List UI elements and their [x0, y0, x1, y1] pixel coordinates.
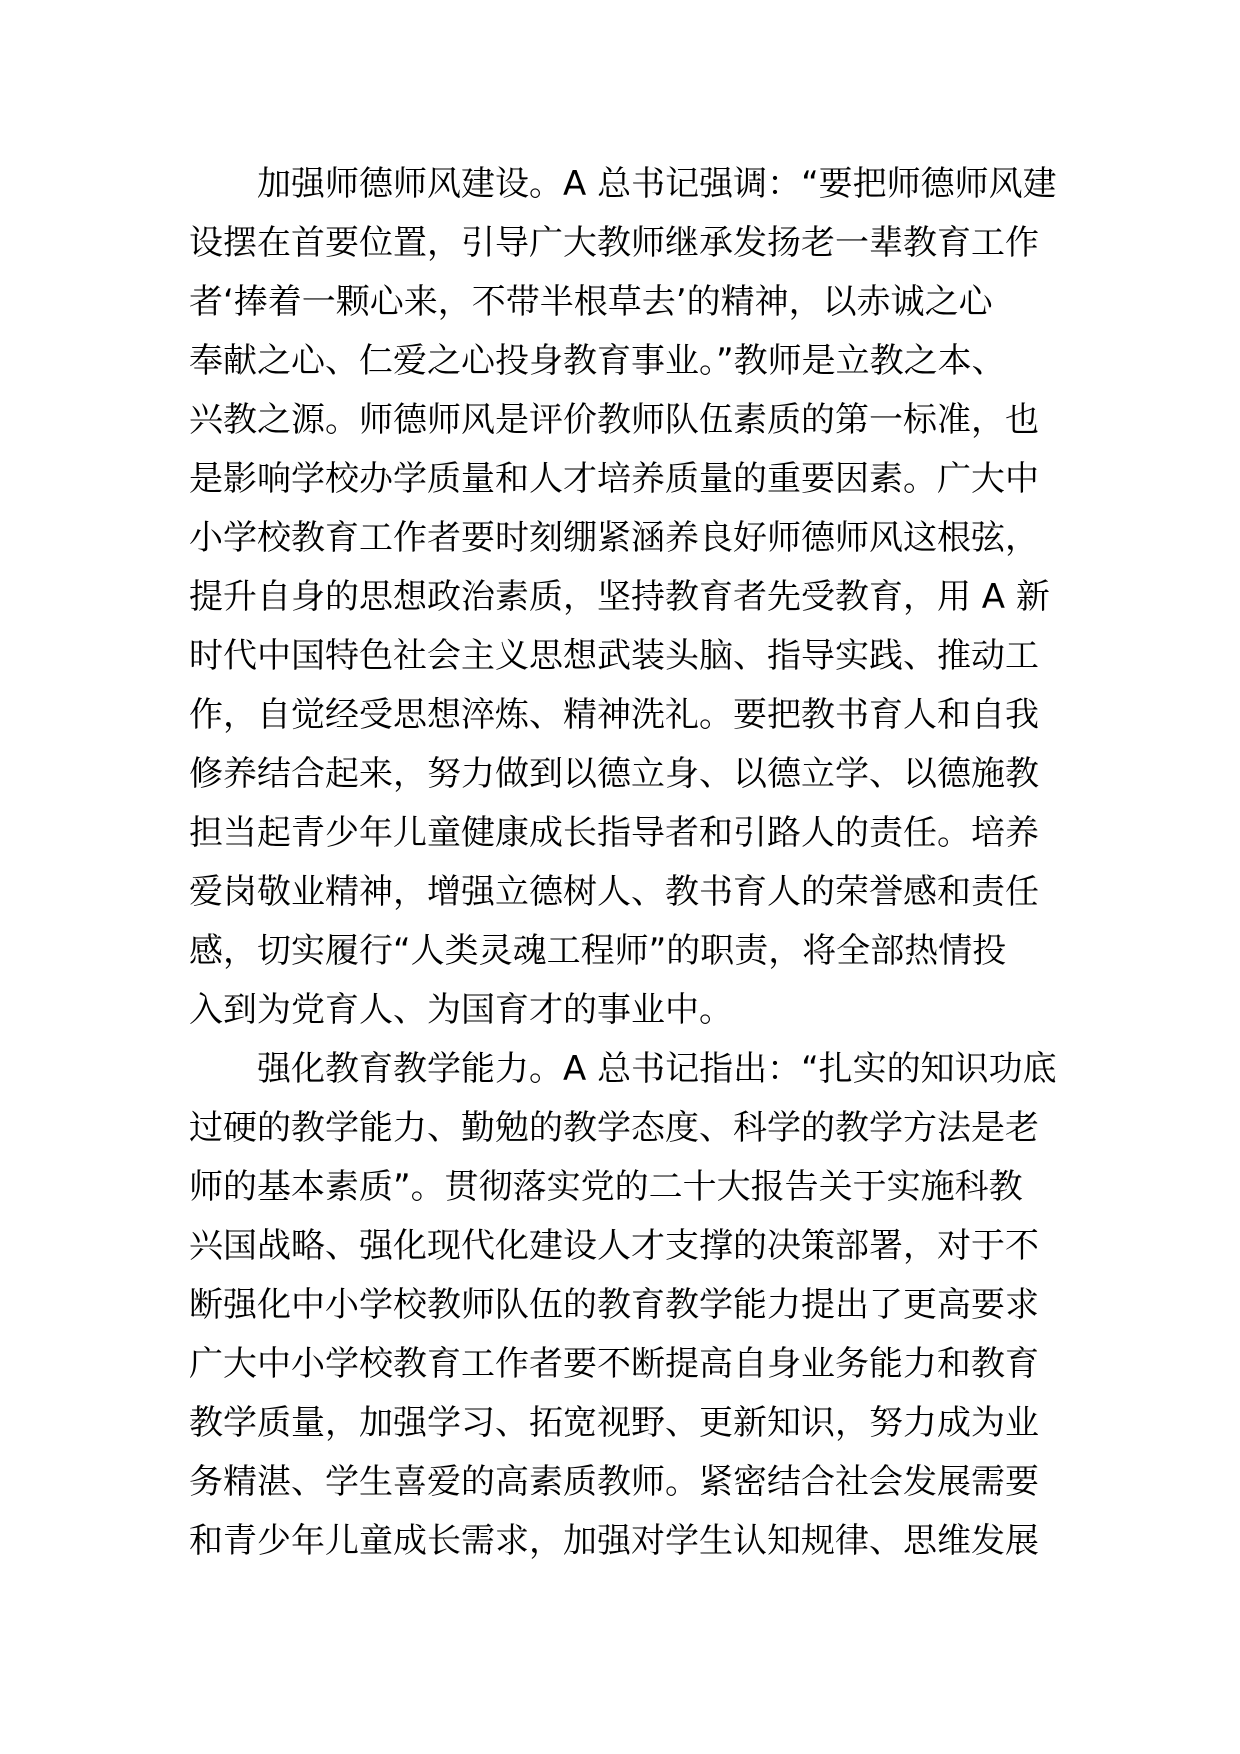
paragraph-1-line-1: 加强师德师风建设。A 总书记强调：“要把师德师风建 [257, 164, 1057, 204]
paragraph-1-line-11: 修养结合起来，努力做到以德立身、以德立学、以德施教 [189, 754, 1039, 794]
paragraph-1-line-2: 设摆在首要位置，引导广大教师继承发扬老一辈教育工作 [189, 223, 1039, 263]
paragraph-1-line-15: 入到为党育人、为国育才的事业中。 [189, 990, 733, 1030]
paragraph-2-line-6: 广大中小学校教育工作者要不断提高自身业务能力和教育 [189, 1344, 1039, 1384]
paragraph-2-line-3: 师的基本素质”。贯彻落实党的二十大报告关于实施科教 [189, 1167, 1023, 1207]
paragraph-1-line-9: 时代中国特色社会主义思想武装头脑、指导实践、推动工 [189, 636, 1039, 676]
paragraph-2-line-4: 兴国战略、强化现代化建设人才支撑的决策部署，对于不 [189, 1226, 1039, 1266]
paragraph-1-line-6: 是影响学校办学质量和人才培养质量的重要因素。广大中 [189, 459, 1039, 499]
paragraph-1-line-12: 担当起青少年儿童健康成长指导者和引路人的责任。培养 [189, 813, 1039, 853]
paragraph-1-line-14: 感，切实履行“人类灵魂工程师”的职责，将全部热情投 [189, 931, 1007, 971]
paragraph-2-line-5: 断强化中小学校教师队伍的教育教学能力提出了更高要求 [189, 1285, 1039, 1325]
paragraph-1-line-7: 小学校教育工作者要时刻绷紧涵养良好师德师风这根弦， [189, 518, 1039, 558]
paragraph-2-line-7: 教学质量，加强学习、拓宽视野、更新知识，努力成为业 [189, 1403, 1039, 1443]
paragraph-1-line-4: 奉献之心、仁爱之心投身教育事业。”教师是立教之本、 [189, 341, 1006, 381]
paragraph-2-line-9: 和青少年儿童成长需求，加强对学生认知规律、思维发展 [189, 1521, 1039, 1561]
paragraph-2-line-2: 过硬的教学能力、勤勉的教学态度、科学的教学方法是老 [189, 1108, 1039, 1148]
paragraph-2-line-1: 强化教育教学能力。A 总书记指出：“扎实的知识功底 [257, 1049, 1057, 1089]
paragraph-1-line-8: 提升自身的思想政治素质，坚持教育者先受教育，用 A 新 [189, 577, 1050, 617]
paragraph-1-line-13: 爱岗敬业精神，增强立德树人、教书育人的荣誉感和责任 [189, 872, 1039, 912]
body-text [189, 155, 1059, 1571]
paragraph-1-line-5: 兴教之源。师德师风是评价教师队伍素质的第一标准，也 [189, 400, 1039, 440]
paragraph-2-line-8: 务精湛、学生喜爱的高素质教师。紧密结合社会发展需要 [189, 1462, 1039, 1502]
paragraph-1-line-3: 者‘捧着一颗心来，不带半根草去’的精神，以赤诚之心 [189, 282, 993, 322]
paragraph-1-line-10: 作，自觉经受思想淬炼、精神洗礼。要把教书育人和自我 [189, 695, 1039, 735]
